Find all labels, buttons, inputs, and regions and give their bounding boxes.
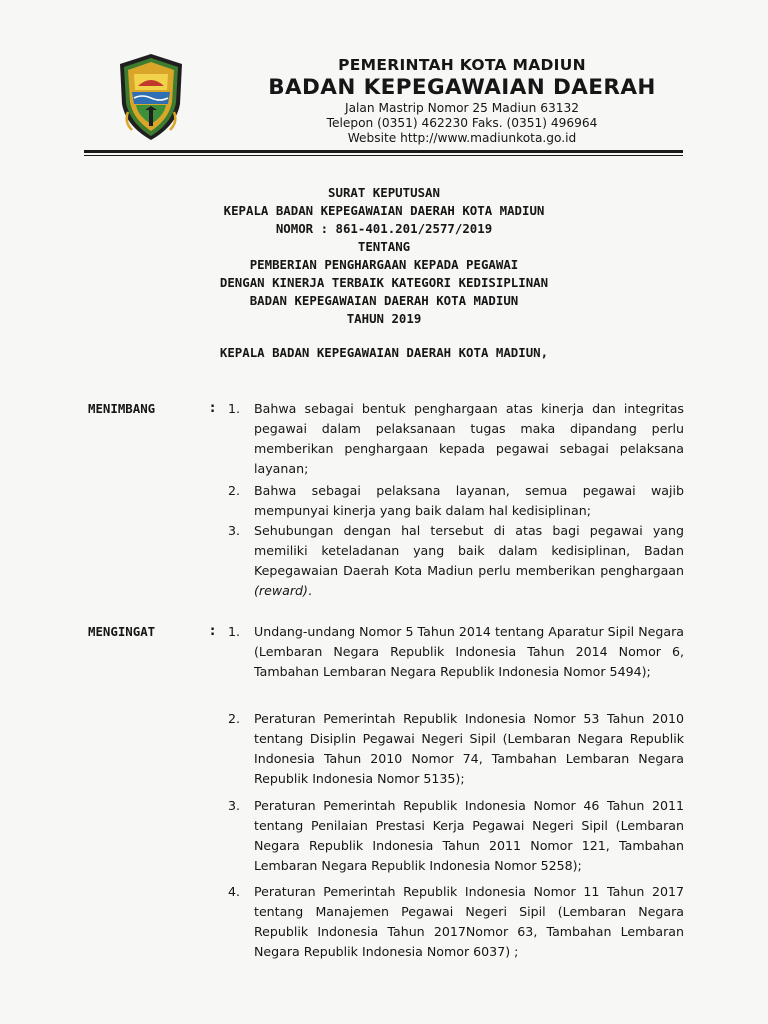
title-line-1: SURAT KEPUTUSAN [328,185,440,200]
menimbang-item-2 [228,481,684,521]
item-text: Peraturan Pemerintah Republik Indonesia Nomor 53 Tahun 2010 tentang Disiplin Pegawai Negeri Sipil (Lembaran Negara Republik Indonesia Tahun 2010 Nomor 74, Tambahan Lembaran Negara Republik Indonesia Nomor 5135); [254,711,684,786]
item-text: Bahwa sebagai pelaksana layanan, semua pegawai wajib mempunyai kinerja yang baik dalam hal kedisiplinan; [254,483,684,518]
title-line-2: KEPALA BADAN KEPEGAWAIAN DAERAH KOTA MADIUN [223,203,545,218]
issuing-official: KEPALA BADAN KEPEGAWAIAN DAERAH KOTA MADIUN, [219,345,549,360]
agency-name: BADAN KEPEGAWAIAN DAERAH [268,75,656,100]
item-number: 1. [228,401,241,416]
item-text-body: Sehubungan dengan hal tersebut di atas bagi pegawai yang memiliki keteladanan yang baik dalam kedisiplinan, Badan Kepegawaian Daerah Kota Madiun perlu memberikan penghargaan [254,523,684,578]
letterhead-divider-thin [84,155,683,156]
title-line-6: DENGAN KINERJA TERBAIK KATEGORI KEDISIPLINAN [219,275,549,290]
menimbang-item-1 [228,399,684,479]
mengingat-item-2 [228,709,684,789]
item-number: 2. [228,711,241,726]
title-line-4: TENTANG [357,239,411,254]
title-line-7: BADAN KEPEGAWAIAN DAERAH KOTA MADIUN [249,293,519,308]
item-text [254,521,684,601]
letterhead [262,55,662,146]
agency-address: Jalan Mastrip Nomor 25 Madiun 63132 [344,101,579,115]
item-text-tail: . [307,583,312,598]
mengingat-label: MENGINGAT [88,624,156,639]
item-number: 4. [228,884,241,899]
item-text: Undang-undang Nomor 5 Tahun 2014 tentang Aparatur Sipil Negara (Lembaran Negara Republik Indonesia Tahun 2014 Nomor 6, Tambahan Lembaran Negara Republik Indonesia Nomor 5494); [254,624,684,679]
title-line-3: NOMOR : 861-401.201/2577/2019 [275,221,493,236]
government-name: PEMERINTAH KOTA MADIUN [338,56,586,74]
mengingat-item-3 [228,796,684,876]
item-number: 2. [228,483,241,498]
item-number: 3. [228,798,241,813]
menimbang-item-3 [228,521,684,601]
item-number: 1. [228,624,241,639]
item-text: Bahwa sebagai bentuk penghargaan atas kinerja dan integritas pegawai dalam pelaksanaan tugas maka dipandang perlu memberikan penghargaan kepada pegawai sebagai pelaksana layanan; [254,401,684,476]
title-line-8: TAHUN 2019 [346,311,422,326]
menimbang-colon: : [210,401,216,416]
item-number: 3. [228,523,241,538]
mengingat-item-4 [228,882,684,962]
decree-title [84,184,684,328]
letterhead-divider-thick [84,150,683,153]
title-line-5: PEMBERIAN PENGHARGAAN KEPADA PEGAWAI [249,257,519,272]
madiun-city-emblem-icon [118,52,184,142]
agency-website: Website http://www.madiunkota.go.id [347,131,577,145]
item-text: Peraturan Pemerintah Republik Indonesia Nomor 11 Tahun 2017 tentang Manajemen Pegawai Negeri Sipil (Lembaran Negara Republik Indonesia Tahun 2017Nomor 63, Tambahan Lembaran Negara Republik Indonesia Nomor 6037) ; [254,884,684,959]
mengingat-item-1 [228,622,684,682]
menimbang-label: MENIMBANG [88,401,156,416]
mengingat-colon: : [210,624,216,639]
agency-phone: Telepon (0351) 462230 Faks. (0351) 496964 [326,116,598,130]
item-text-italic: (reward) [254,583,308,598]
item-text: Peraturan Pemerintah Republik Indonesia Nomor 46 Tahun 2011 tentang Penilaian Prestasi Kerja Pegawai Negeri Sipil (Lembaran Negara Republik Indonesia Tahun 2011 Nomor 121, Tambahan Lembaran Negara Republik Indonesia Nomor 5258); [254,798,684,873]
